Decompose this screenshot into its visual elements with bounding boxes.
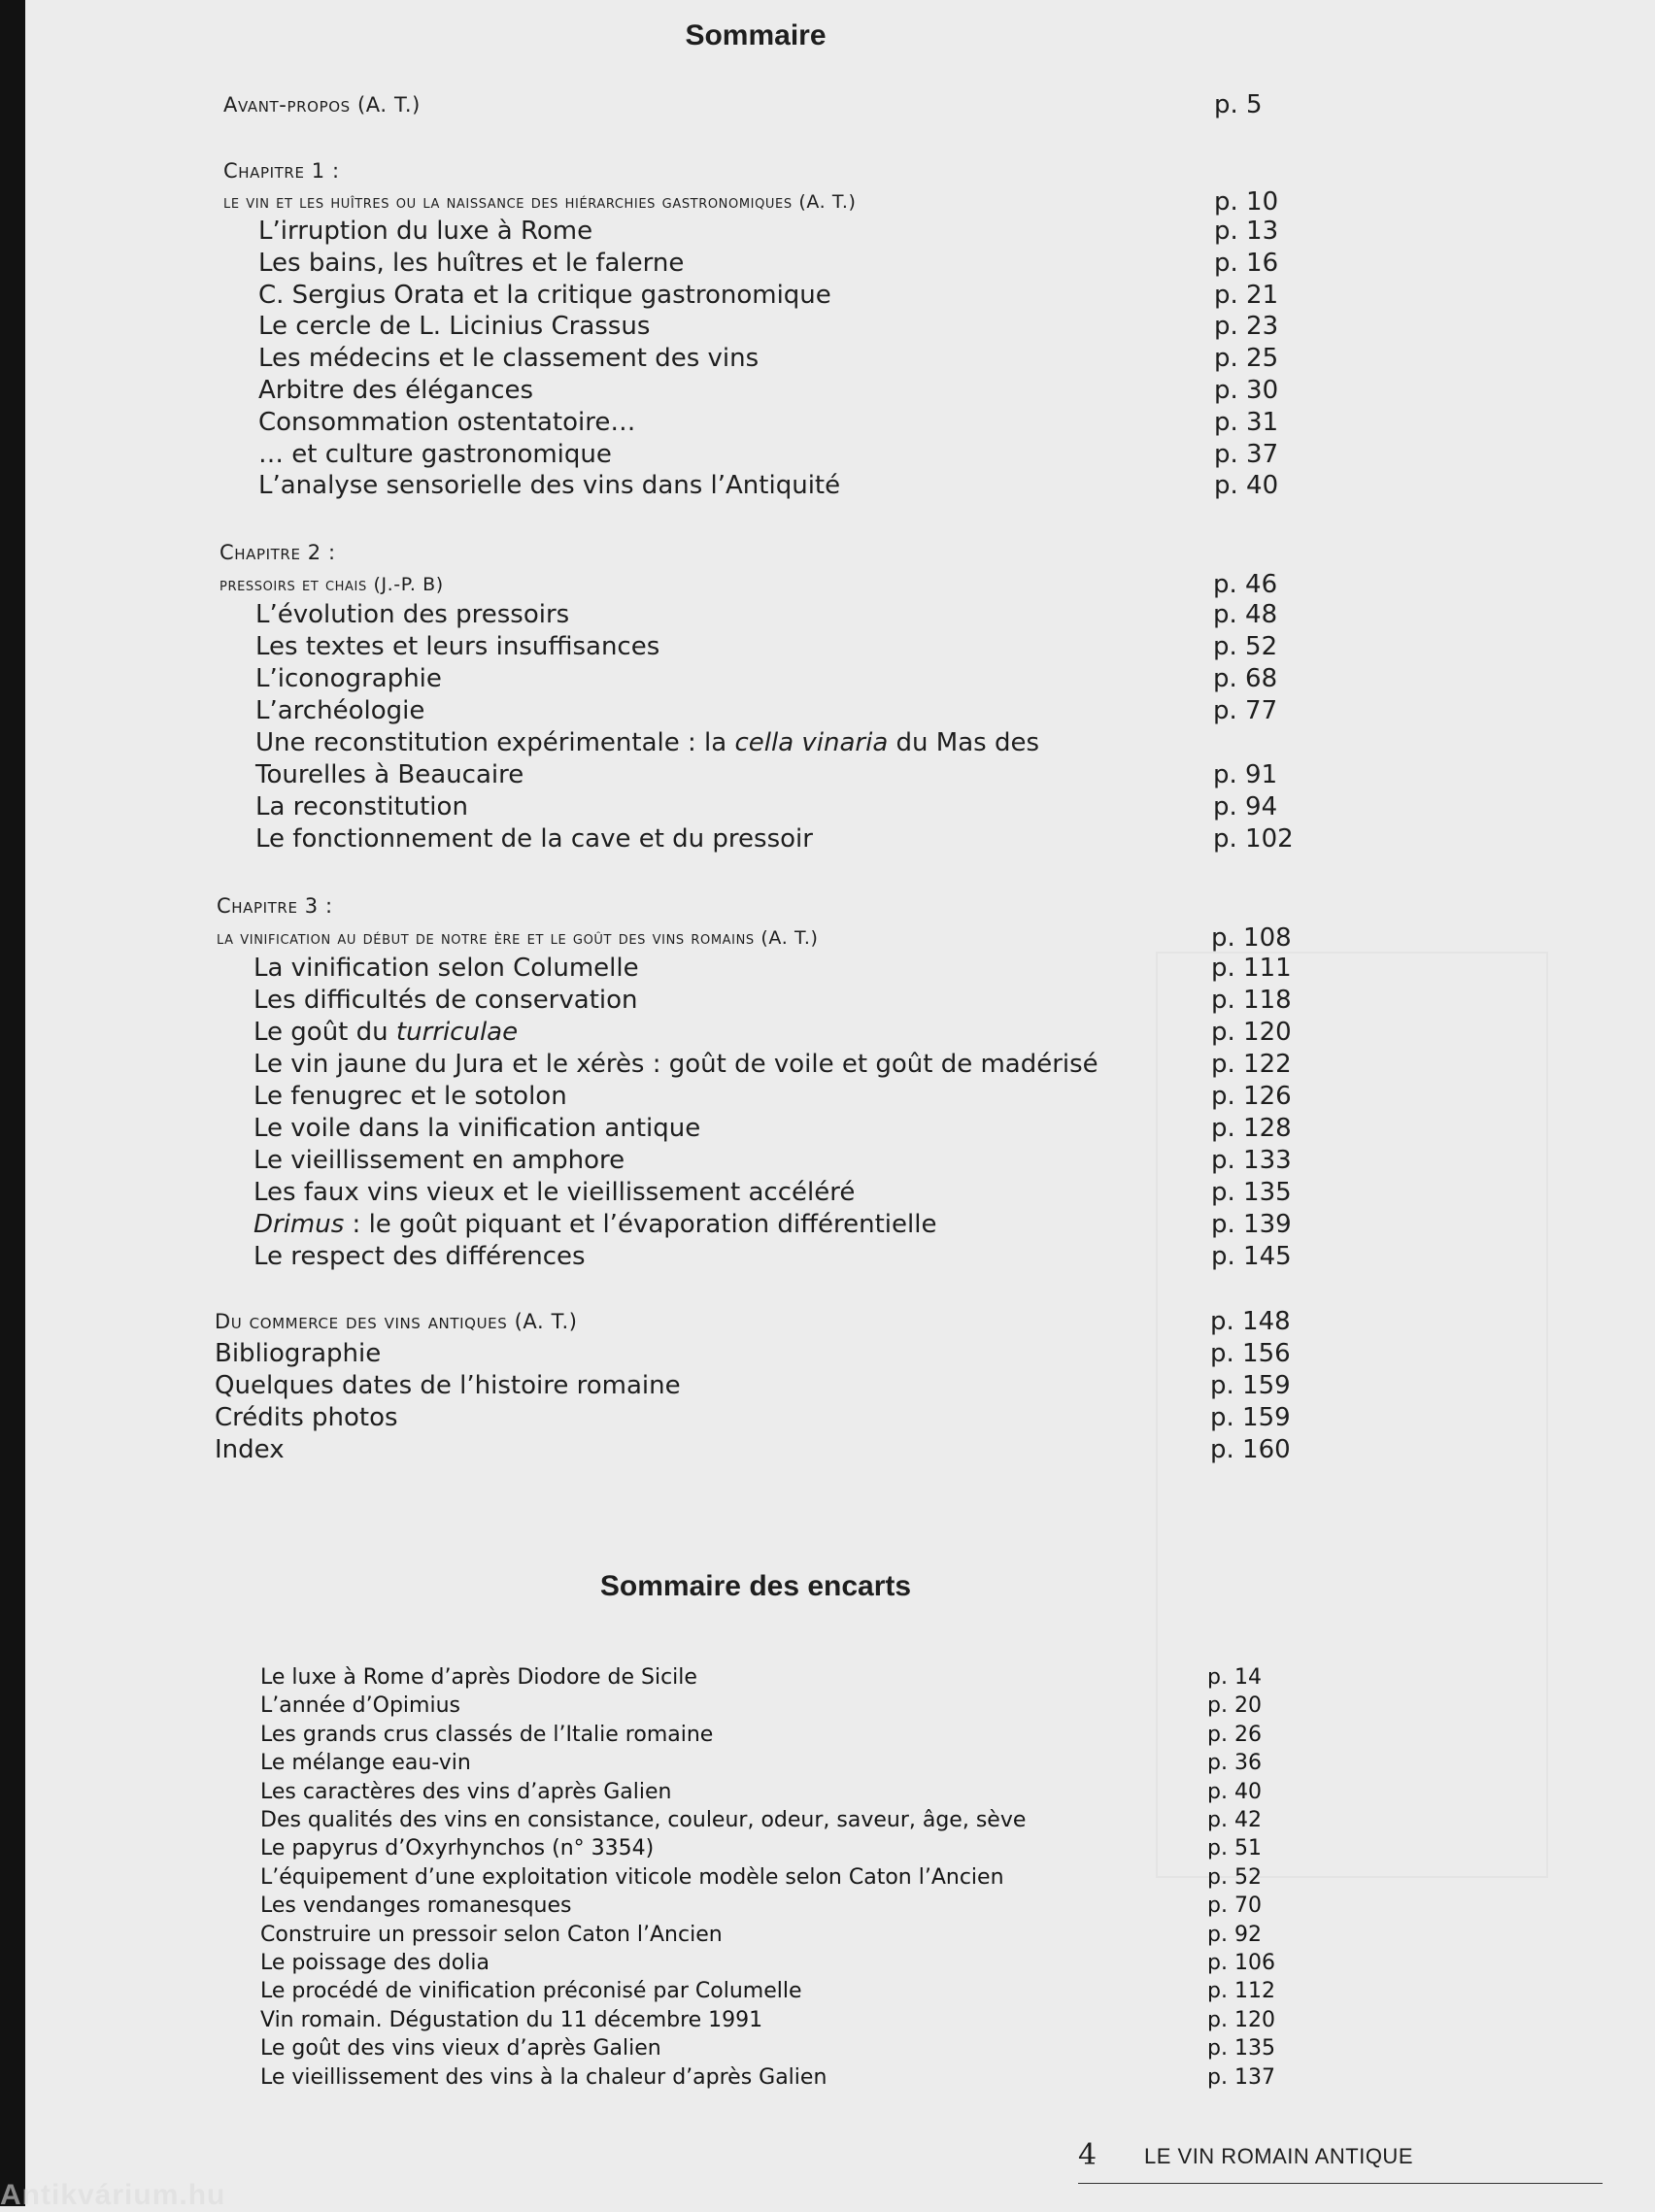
toc-label: Les caractères des vins d’après Galien (260, 1779, 672, 1804)
toc-label: Le vieillissement des vins à la chaleur d’après Galien (260, 2064, 828, 2090)
toc-page: p. 137 (1207, 2064, 1275, 2090)
toc-label: Construire un pressoir selon Caton l’Ancien (260, 1922, 723, 1947)
toc-label: … et culture gastronomique (258, 439, 612, 469)
toc-page: p. 126 (1211, 1082, 1292, 1111)
toc-page: p. 102 (1213, 824, 1294, 854)
toc-label: Les vendanges romanesques (260, 1894, 572, 1919)
toc-label: Vin romain. Dégustation du 11 décembre 1991 (260, 2007, 763, 2032)
running-footer (1078, 2138, 1603, 2184)
toc-page: p. 156 (1210, 1339, 1291, 1368)
toc-page: p. 68 (1213, 664, 1278, 693)
toc-label: Le respect des différences (253, 1242, 586, 1271)
sommaire-title: Sommaire (685, 19, 827, 51)
toc-label: La reconstitution (255, 792, 468, 821)
toc-page: p. 21 (1214, 280, 1279, 310)
toc-label: Du commerce des vins antiques (A. T.) (215, 1310, 578, 1333)
toc-page: p. 5 (1214, 90, 1263, 119)
toc-label: L’irruption du luxe à Rome (258, 217, 593, 246)
toc-label: Drimus : le goût piquant et l’évaporation différentielle (253, 1210, 937, 1239)
toc-page: p. 14 (1207, 1665, 1262, 1690)
toc-label: Les difficultés de conservation (253, 986, 638, 1015)
toc-label: L’équipement d’une exploitation viticole modèle selon Caton l’Ancien (260, 1864, 1004, 1890)
toc-label: L’iconographie (255, 664, 442, 693)
toc-label: Le vin jaune du Jura et le xérès : goût de voile et goût de madérisé (253, 1050, 1098, 1079)
toc-label: Le vieillissement en amphore (253, 1146, 625, 1175)
toc-label: Les textes et leurs insuffisances (255, 632, 660, 661)
toc-page: p. 139 (1211, 1210, 1292, 1239)
toc-page: p. 159 (1210, 1403, 1291, 1432)
toc-label: La vinification selon Columelle (253, 954, 639, 983)
toc-label: C. Sergius Orata et la critique gastronomique (258, 280, 831, 310)
italic-title: Drimus (253, 1210, 345, 1239)
toc-label: Bibliographie (215, 1339, 382, 1368)
toc-page: p. 31 (1214, 407, 1279, 437)
toc-page: p. 122 (1211, 1050, 1292, 1079)
toc-page: p. 52 (1213, 632, 1278, 661)
toc-label: Le fenugrec et le sotolon (253, 1082, 567, 1111)
toc-page: p. 30 (1214, 376, 1279, 405)
toc-page: p. 148 (1210, 1307, 1291, 1336)
toc-label: Le mélange eau-vin (260, 1751, 471, 1776)
toc-label: Le cercle de L. Licinius Crassus (258, 312, 651, 342)
toc-page: p. 145 (1211, 1242, 1292, 1271)
toc-label: Le fonctionnement de la cave et du pressoir (255, 824, 813, 854)
toc-page: p. 160 (1210, 1435, 1291, 1464)
toc-label: Les médecins et le classement des vins (258, 344, 760, 374)
italic-title: turriculae (395, 1018, 519, 1047)
toc-page: p. 120 (1207, 2007, 1275, 2032)
encarts-title: Sommaire des encarts (599, 1570, 912, 1602)
toc-label: Les grands crus classés de l’Italie romaine (260, 1722, 714, 1747)
toc-label: Avant-propos (A. T.) (223, 93, 421, 117)
toc-page: p. 70 (1207, 1894, 1262, 1919)
page-edge (0, 0, 25, 2206)
toc-page: p. 77 (1213, 696, 1278, 725)
toc-page: p. 51 (1207, 1836, 1262, 1861)
toc-label: Le voile dans la vinification antique (253, 1114, 701, 1143)
toc-label: Crédits photos (215, 1403, 398, 1432)
toc-label: L’année d’Opimius (260, 1693, 460, 1719)
toc-page: p. 20 (1207, 1693, 1262, 1719)
toc-page: p. 135 (1211, 1178, 1292, 1207)
toc-label: Consommation ostentatoire… (258, 407, 636, 437)
watermark: Antikvárium.hu (0, 2179, 226, 2211)
toc-page: p. 37 (1214, 439, 1279, 469)
toc-label: L’évolution des pressoirs (255, 600, 570, 629)
toc-page: p. 40 (1214, 471, 1279, 501)
toc-page: p. 135 (1207, 2036, 1275, 2061)
toc-page: p. 111 (1211, 954, 1292, 983)
toc-page: p. 92 (1207, 1922, 1262, 1947)
toc-page: p. 106 (1207, 1951, 1275, 1975)
toc-label: Les faux vins vieux et le vieillissement accéléré (253, 1178, 856, 1207)
toc-page: p. 52 (1207, 1864, 1262, 1890)
toc-label: L’archéologie (255, 696, 425, 725)
toc-page: p. 13 (1214, 217, 1279, 246)
italic-title: cella vinaria (734, 728, 889, 757)
toc-page: p. 40 (1207, 1779, 1262, 1804)
toc-label: Une reconstitution expérimentale : la cella vinaria du Mas des (255, 728, 1040, 757)
toc-page: p. 48 (1213, 600, 1278, 629)
toc-label: Le goût du turriculae (253, 1018, 519, 1047)
toc-label: Des qualités des vins en consistance, couleur, odeur, saveur, âge, sève (260, 1808, 1027, 1832)
toc-page: p. 133 (1211, 1146, 1292, 1175)
toc-label: Quelques dates de l’histoire romaine (215, 1371, 681, 1400)
toc-label: Le goût des vins vieux d’après Galien (260, 2036, 661, 2061)
toc-label: L’analyse sensorielle des vins dans l’Antiquité (258, 471, 841, 501)
toc-label: Arbitre des élégances (258, 376, 534, 405)
toc-page: p. 42 (1207, 1808, 1262, 1832)
toc-label: Tourelles à Beaucaire (255, 760, 524, 789)
toc-page: p. 23 (1214, 312, 1279, 342)
page-number: 4 (1078, 2138, 1098, 2172)
toc-page: p. 91 (1213, 760, 1278, 789)
toc-label: Le poissage des dolia (260, 1951, 490, 1975)
toc-label: Le papyrus d’Oxyrhynchos (n° 3354) (260, 1836, 655, 1861)
toc-page: p. 159 (1210, 1371, 1291, 1400)
toc-label: Les bains, les huîtres et le falerne (258, 248, 685, 278)
toc-page: p. 16 (1214, 248, 1279, 278)
toc-page: p. 112 (1207, 1979, 1275, 2004)
toc-page: p. 26 (1207, 1722, 1262, 1747)
toc-page: p. 25 (1214, 344, 1279, 374)
toc-page: p. 118 (1211, 986, 1292, 1015)
toc-page: p. 94 (1213, 792, 1278, 821)
toc-label: Le luxe à Rome d’après Diodore de Sicile (260, 1665, 697, 1690)
toc-page: p. 36 (1207, 1751, 1262, 1776)
running-title: LE VIN ROMAIN ANTIQUE (1144, 2144, 1413, 2168)
toc-label: Index (215, 1435, 285, 1464)
toc-label: Le procédé de vinification préconisé par Columelle (260, 1979, 802, 2004)
toc-page: p. 128 (1211, 1114, 1292, 1143)
toc-page: p. 120 (1211, 1018, 1292, 1047)
